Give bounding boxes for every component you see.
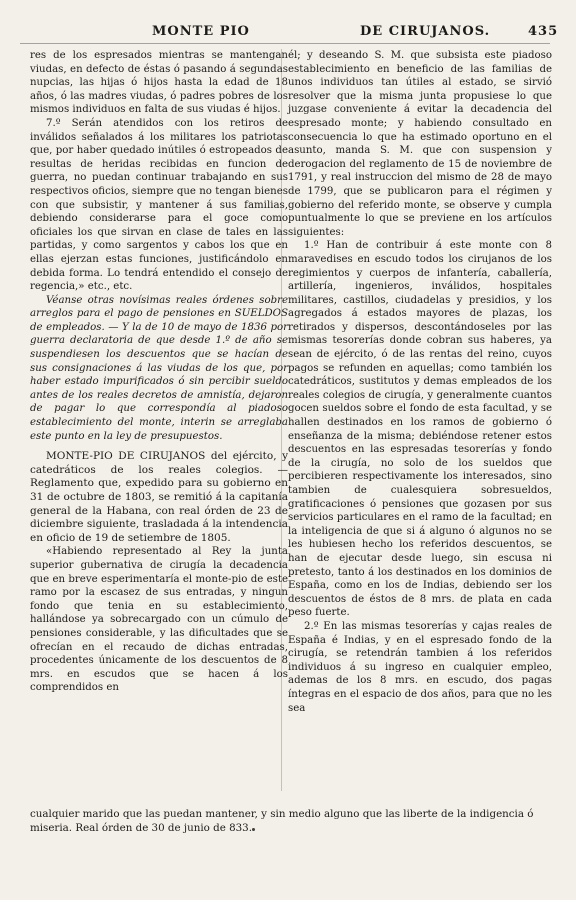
left-paragraph-3: Véanse otras novísimas reales órdenes sobre arreglos para el pago de pensiones en SUELDOS de empleados. — Y la de 10 de mayo de 1836 por guerra declaratoria de que desde 1.º de año se suspendiesen los descuentos que se hacían de sus consignaciones á las viudas de los que, por haber estado impurificados ó sin percibir sueldo antes de los reales decretos de amnistía, dejaron de pagar lo que correspondía al piadoso establecimiento del monte, interin se arreglaba este punto en la ley de presupuestos.: [30, 294, 288, 442]
left-paragraph-1: res de los espresados mientras se mantengan viudas, en defecto de éstas ó pasando á segundas nupcias, las hijas ó hijos hasta la edad de 18 años, ó las madres viudas, ó padres pobres de los mismos individuos en falta de sus viudas é hijos.: [30, 50, 288, 116]
right-paragraph-1: él; y deseando S. M. que subsista este piadoso establecimiento en beneficio de las familias de unos individuos tan útiles al estado, se sirvió resolver que la misma junta propusiese lo que juzgase conveniente á evitar la decadencia del espresado monte; y habiendo consultado en consecuencia lo que ha estimado oportuno en el asunto, manda S. M. que con suspension y derogacion del reglamento de 15 de noviembre de 1791, y real instruccion del mismo de 28 de mayo de 1799, que se publicaron para el régimen y gobierno del referido monte, se observe y cumpla puntualmente lo que se previene en los artículos siguientes:: [288, 50, 552, 238]
running-header-right: DE CIRUJANOS.: [360, 24, 491, 39]
left-column: [30, 49, 288, 695]
ink-spot: [252, 828, 255, 831]
page-number: 435: [528, 24, 559, 39]
right-paragraph-3: 2.º En las mismas tesorerías y cajas reales de España é Indias, y en el espresado fondo de la cirugía, se retendrán tambien á los referidos individuos á su ingreso en cualquier empleo, ademas de los 8 mrs. en escudo, dos pagas íntegras en el espacio de dos años, para que no les sea: [288, 620, 552, 714]
left-paragraph-2: 7.º Serán atendidos con los retiros de inválidos señalados á los militares los patriotas que, por haber quedado inútiles ó estropeados de resultas de heridas recibidas en funcion de guerra, no puedan continuar trabajando en sus respectivos oficios, siempre que no tengan bienes con que subsistir, y mantener á sus familias, debiendo considerarse para el goce como oficiales los que sirvan en clase de tales en las partidas, y como sargentos y cabos los que en ellas ejerzan estas funciones, justificándolo en debida forma. Lo tendrá entendido el consejo de regencia,» etc., etc.: [30, 117, 288, 293]
left-paragraph-4: MONTE-PIO DE CIRUJANOS del ejército, y catedráticos de los reales colegios. — Reglamento que, expedido para su gobierno en 31 de octubre de 1803, se remitió á la capitanía general de la Habana, con real órden de 23 de diciembre siguiente, trasladada á la intendencia en oficio de 19 de setiembre de 1805.: [30, 450, 288, 544]
header-rule: [20, 43, 550, 44]
bottom-line: cualquier marido que las puedan mantener, y sin medio alguno que las liberte de la indigencia ó miseria. Real órden de 30 de junio de 833.: [30, 808, 534, 834]
running-header-left: MONTE PIO: [152, 24, 250, 39]
right-paragraph-2: 1.º Han de contribuir á este monte con 8 maravedises en escudo todos los cirujanos de los regimientos y cuerpos de infantería, caballería, artillería, ingenieros, inválidos, hospitales militares, castillos, ciudadelas y presidios, y los agregados á estados mayores de plazas, los retirados y dispersos, descontándoseles por las mismas tesorerías donde cobran sus haberes, ya sean de ejército, ó de las rentas del reino, cuyos pagos se refunden en aquellas; como también los catedráticos, sustitutos y demas empleados de los reales colegios de cirugía, y generalmente cuantos gocen sueldos sobre el fondo de esta facultad, y se hallen destinados en los ramos de gobierno ó enseñanza de la misma; debiéndose retener estos descuentos en las espresadas tesorerías y fondo de la cirugía, no solo de los sueldos que percibieren respectivamente los interesados, sino tambien de cualesquiera sobresueldos, gratificaciones ó pensiones que gozasen por sus servicios particulares en el ramo de la facultad; en la inteligencia de que si á alguno ó algunos no se les hubiesen hecho los referidos descuentos, se han de ejecutar desde luego, sin escusa ni pretesto, tanto á los destinados en los dominios de España, como en los de Indias, debiendo ser los descuentos de éstos de 8 mrs. de plata en cada peso fuerte.: [288, 240, 552, 619]
right-column: [288, 49, 552, 715]
left-paragraph-5: «Habiendo representado al Rey la junta superior gubernativa de cirugía la decadencia que en breve esperimentaría el monte-pio de este ramo por la escasez de sus entradas, y ningun fondo que tenia en su establecimiento, hallándose ya sobrecargado con un cúmulo de pensiones considerable, y las dificultades que se ofrecían en el recaudo de dichas entradas, procedentes únicamente de los descuentos de 8 mrs. en escudos que se hacen á los comprendidos en: [30, 546, 288, 694]
